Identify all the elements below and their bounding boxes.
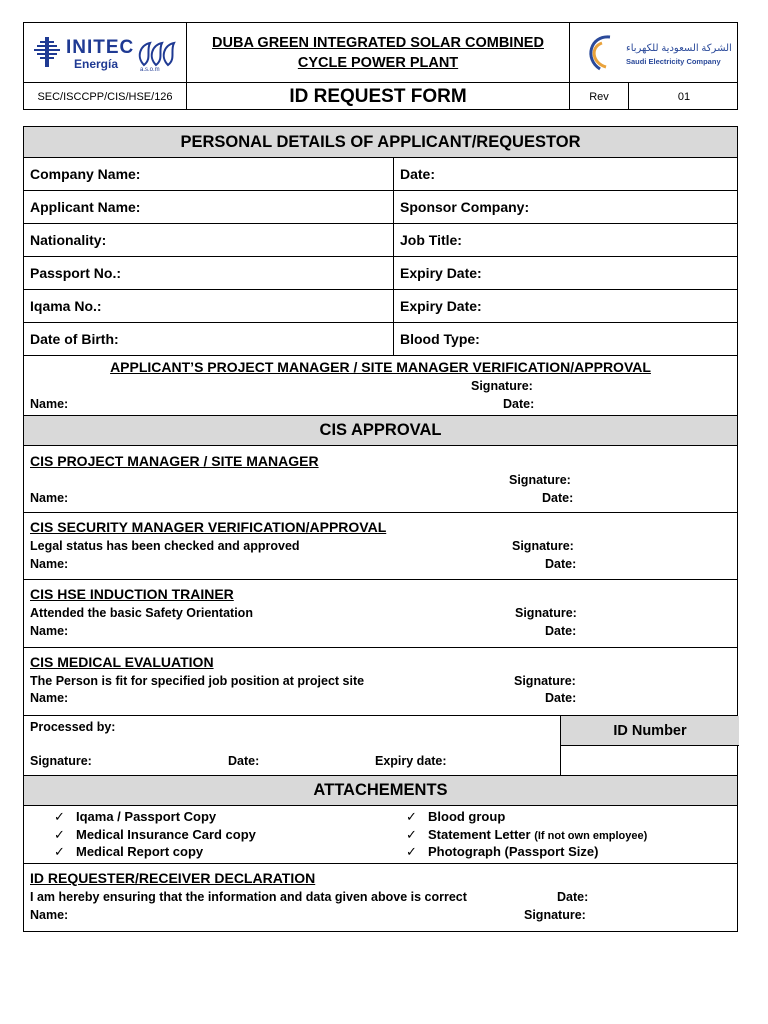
cis-pm-name-field[interactable]: Name: [30,491,69,505]
personal-row [24,323,737,356]
attachment-label: Photograph (Passport Size) [428,844,599,859]
checkmark-icon: ✓ [54,844,65,859]
attachment-item[interactable] [54,844,203,860]
iqama-no-field[interactable]: Iqama No.: [24,290,394,322]
sec-logo-mark [580,29,620,77]
personal-row [24,191,737,224]
sec-logo-english: Saudi Electricity Company [626,57,721,66]
processed-signature-field[interactable]: Signature: [30,754,92,768]
attachment-item[interactable] [406,844,598,860]
checkmark-icon: ✓ [406,844,417,859]
declaration-date-field[interactable]: Date: [557,890,589,904]
personal-row [24,158,737,191]
initec-logo-tag: a.s.o.m [140,67,160,73]
cis-hse-name-field[interactable]: Name: [30,624,69,638]
sec-logo-arabic: الشركة السعودية للكهرباء [626,43,732,54]
passport-expiry-field[interactable]: Expiry Date: [400,265,482,281]
cis-hse-block [24,580,737,648]
id-number-field[interactable] [560,746,739,775]
checkmark-icon: ✓ [54,809,65,824]
form-title: ID REQUEST FORM [289,85,467,107]
passport-no-field[interactable]: Passport No.: [24,257,394,289]
statement-note: (If not own employee) [534,830,648,842]
cis-medical-desc: The Person is fit for specified job position at project site [30,674,365,688]
checkmark-icon: ✓ [54,827,65,842]
cis-security-title: CIS SECURITY MANAGER VERIFICATION/APPROVAL [30,519,387,535]
job-title-field[interactable]: Job Title: [400,232,462,248]
pm-approval-block [24,356,737,416]
attachment-label: Blood group [428,809,506,824]
cis-security-date-field[interactable]: Date: [545,557,577,571]
nationality-field[interactable]: Nationality: [24,224,394,256]
cis-security-desc: Legal status has been checked and approved [30,539,300,553]
declaration-text: I am hereby ensuring that the information and data given above is correct [30,890,467,904]
project-title-line1: DUBA GREEN INTEGRATED SOLAR COMBINED [212,34,544,51]
personal-row [24,224,737,257]
cis-security-block [24,513,737,580]
cis-medical-title: CIS MEDICAL EVALUATION [30,654,214,670]
rev-label: Rev [589,90,609,103]
attachments-list [24,806,737,864]
applicant-name-field[interactable]: Applicant Name: [24,191,394,223]
date-field[interactable]: Date: [400,166,436,182]
attachment-item[interactable] [54,827,256,843]
cis-security-name-field[interactable]: Name: [30,557,69,571]
document-header [23,22,738,110]
personal-section-title-text: PERSONAL DETAILS OF APPLICANT/REQUESTOR [180,132,581,151]
checkmark-icon: ✓ [406,809,417,824]
attachment-label: Statement Letter [428,827,531,842]
declaration-signature-field[interactable]: Signature: [524,908,586,922]
attachment-item[interactable] [54,809,216,825]
initec-logo-sub: Energía [74,57,119,71]
cis-medical-name-field[interactable]: Name: [30,691,69,705]
declaration-title: ID REQUESTER/RECEIVER DECLARATION [30,870,316,886]
pm-approval-title: APPLICANT’S PROJECT MANAGER / SITE MANAGER VERIFICATION/APPROVAL [110,359,651,375]
attachment-label: Medical Insurance Card copy [76,827,256,842]
cis-medical-signature-field[interactable]: Signature: [514,674,576,688]
pm-date-field[interactable]: Date: [503,397,535,411]
cis-hse-date-field[interactable]: Date: [545,624,577,638]
processed-block [24,716,737,776]
cis-pm-signature-field[interactable]: Signature: [509,473,571,487]
initec-logo-name: INITEC [66,37,135,58]
id-number-label: ID Number [560,716,739,746]
attachment-item[interactable] [406,827,647,843]
project-title [187,23,569,82]
project-title-line2: CYCLE POWER PLANT [297,54,459,71]
pm-name-field[interactable]: Name: [30,397,69,411]
date-of-birth-field[interactable]: Date of Birth: [24,323,394,355]
cis-security-signature-field[interactable]: Signature: [512,539,574,553]
personal-row [24,290,737,323]
attachments-section-title [24,776,737,806]
cis-hse-title: CIS HSE INDUCTION TRAINER [30,586,234,602]
cis-pm-date-field[interactable]: Date: [542,491,574,505]
cis-hse-desc: Attended the basic Safety Orientation [30,606,253,620]
cis-section-title-text: CIS APPROVAL [319,421,442,439]
sponsor-company-field[interactable]: Sponsor Company: [400,199,530,215]
cis-pm-block [24,446,737,513]
checkmark-icon: ✓ [406,827,417,842]
rev-value: 01 [677,90,691,103]
processed-date-field[interactable]: Date: [228,754,260,768]
attachment-label: Iqama / Passport Copy [76,809,217,824]
sec-logo [580,29,732,77]
doc-number: SEC/ISCCPP/CIS/HSE/126 [37,90,173,103]
declaration-name-field[interactable]: Name: [30,908,69,922]
processed-by-field[interactable]: Processed by: [30,720,116,734]
cis-medical-block [24,648,737,716]
cis-hse-signature-field[interactable]: Signature: [515,606,577,620]
cis-medical-date-field[interactable]: Date: [545,691,577,705]
id-request-form [23,126,738,932]
iqama-expiry-field[interactable]: Expiry Date: [400,298,482,314]
cis-pm-title: CIS PROJECT MANAGER / SITE MANAGER [30,453,319,469]
attachment-item[interactable] [406,809,505,825]
company-name-field[interactable]: Company Name: [24,158,394,190]
declaration-block [24,864,737,931]
personal-section-title [24,127,737,158]
attachment-label: Medical Report copy [76,844,204,859]
blood-type-field[interactable]: Blood Type: [400,331,480,347]
cis-section-title [24,416,737,446]
initec-logo [32,35,178,75]
attachments-section-title-text: ATTACHEMENTS [313,781,448,799]
processed-expiry-field[interactable]: Expiry date: [375,754,447,768]
pm-signature-field[interactable]: Signature: [471,379,533,393]
personal-row [24,257,737,290]
